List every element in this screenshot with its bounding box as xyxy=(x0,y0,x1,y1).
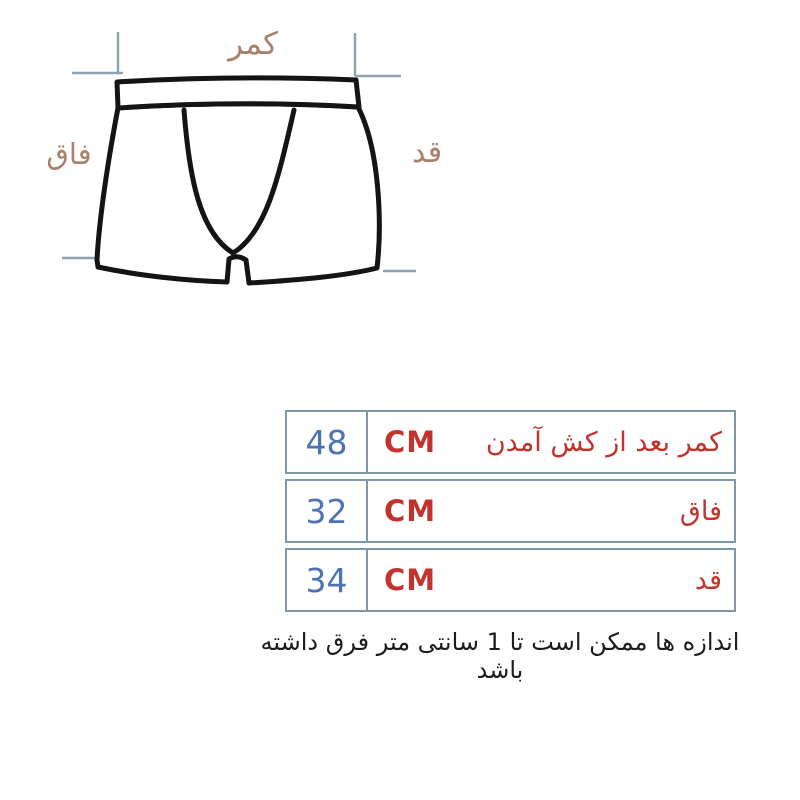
label-cell xyxy=(368,479,736,543)
boxer-outline xyxy=(97,78,379,283)
waist-label: کمر xyxy=(228,26,278,62)
value-cell: 48 xyxy=(285,410,368,474)
value-cell: 32 xyxy=(285,479,368,543)
label-cell xyxy=(368,548,736,612)
table-row-waist xyxy=(285,410,736,474)
boxer-measurement-diagram xyxy=(0,0,460,330)
unit-text: CM xyxy=(384,425,437,459)
table-row-rise xyxy=(285,479,736,543)
measure-name: کمر بعد از کش آمدن xyxy=(485,426,722,458)
boxer-waistband xyxy=(117,78,359,108)
rise-label: فاق xyxy=(46,137,92,171)
label-cell xyxy=(368,410,736,474)
unit-text: CM xyxy=(384,494,437,528)
size-table xyxy=(285,405,736,617)
length-label: قد xyxy=(411,135,443,170)
boxer-body xyxy=(97,104,379,283)
measure-name: قد xyxy=(694,564,722,596)
table-row-length xyxy=(285,548,736,612)
unit-text: CM xyxy=(384,563,437,597)
value-cell: 34 xyxy=(285,548,368,612)
tolerance-note: اندازه ها ممکن است تا 1 سانتی متر فرق داشته باشد xyxy=(260,628,740,684)
measure-name: فاق xyxy=(679,495,722,527)
